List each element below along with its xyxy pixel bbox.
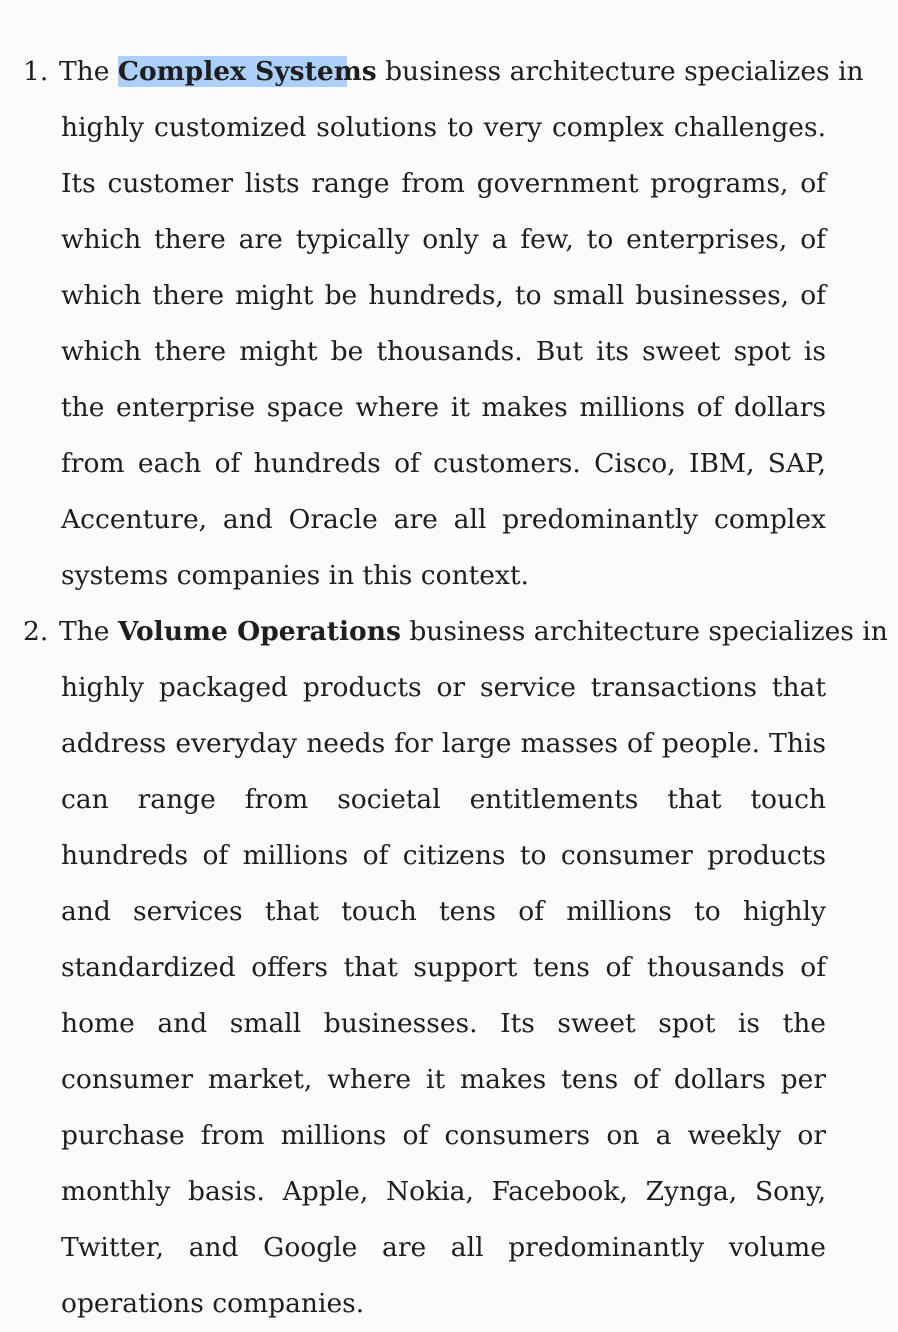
list-item-intro [59, 604, 888, 660]
reader-page [0, 44, 898, 1332]
highlighted-term[interactable]: Complex Systems [117, 56, 377, 87]
lead-text: The [59, 616, 118, 647]
list-item-text: highly packaged products or service transactions that address everyday needs for large masses of people. This can range from societal entitlements that touch hundreds of millions of citizens to consumer products and services that touch tens of millions to highly standardized offers that support tens of thousands of home and small businesses. Its sweet spot is the consumer market, where it makes tens of dollars per purchase from millions of consumers on a weekly or monthly basis. Apple, Nokia, Facebook, Zynga, Sony, Twitter, and Google are all predominantly volume operations companies. [61, 672, 826, 1319]
list-number: 2. [23, 616, 49, 647]
list-item-text: highly customized solutions to very complex challenges. Its customer lists range from government programs, of which there are typically only a few, to enterprises, of which there might be hundreds, to small businesses, of which there might be thousands. But its sweet spot is the enterprise space where it makes millions of dollars from each of hundreds of customers. Cisco, IBM, SAP, Accenture, and Oracle are all predominantly complex systems companies in this context. [61, 112, 826, 591]
lead-text: The [59, 56, 118, 87]
numbered-list [0, 44, 898, 1332]
intro-rest-text: business architecture specializes in [400, 616, 888, 647]
list-item [23, 604, 888, 1332]
list-item-intro [59, 44, 864, 100]
bold-term: Volume Operations [117, 616, 401, 647]
intro-rest-text: business architecture specializes in [376, 56, 864, 87]
list-item [23, 44, 864, 604]
list-number: 1. [23, 56, 49, 87]
